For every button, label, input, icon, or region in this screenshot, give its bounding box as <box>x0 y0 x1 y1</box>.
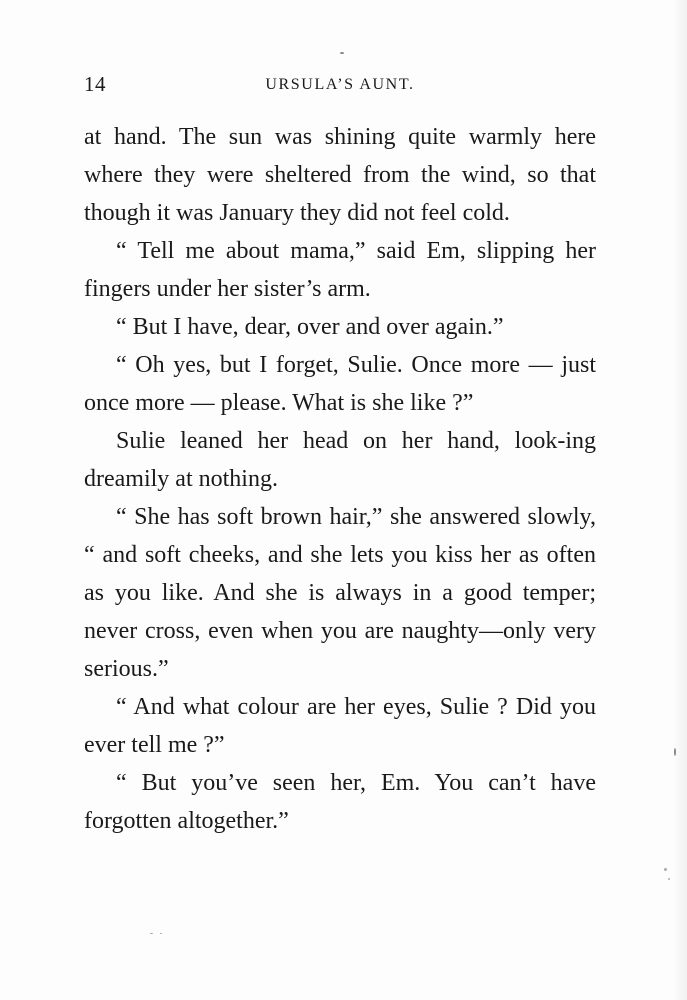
scan-speck <box>664 868 667 871</box>
paragraph-5: Sulie leaned her head on her hand, look-ing dreamily at nothing. <box>84 428 596 492</box>
paragraph-4: “ Oh yes, but I forget, Sulie. Once more — just once more — please. What is she like ?” <box>84 352 596 416</box>
page-edge-shadow <box>673 0 687 1000</box>
paragraph-2: “ Tell me about mama,” said Em, slipping her fingers under her sister’s arm. <box>84 238 596 302</box>
paragraph-8: “ But you’ve seen her, Em. You can’t have forgotten altogether.” <box>84 770 596 834</box>
paragraph-7: “ And what colour are her eyes, Sulie ? Did you ever tell me ?” <box>84 694 596 758</box>
paragraph-3: “ But I have, dear, over and over again.” <box>116 314 504 340</box>
scan-speck <box>668 878 670 880</box>
paragraph-6: “ She has soft brown hair,” she answered slowly, “ and soft cheeks, and she lets you kiss her as often as you like. And she is always in a good temper; never cross, even when you are naughty—only very serious.” <box>84 504 596 682</box>
scan-speck <box>674 748 676 756</box>
page-header <box>84 72 596 102</box>
body-text <box>84 118 596 840</box>
page-number: 14 <box>84 72 106 96</box>
running-title: URSULA’S AUNT. <box>265 76 415 93</box>
paragraph-1: at hand. The sun was shining quite warmly here where they were sheltered from the wind, so that though it was January they did not feel cold. <box>84 124 596 226</box>
scan-speck <box>340 52 344 54</box>
scan-speck <box>160 933 162 934</box>
scan-speck <box>150 933 153 934</box>
